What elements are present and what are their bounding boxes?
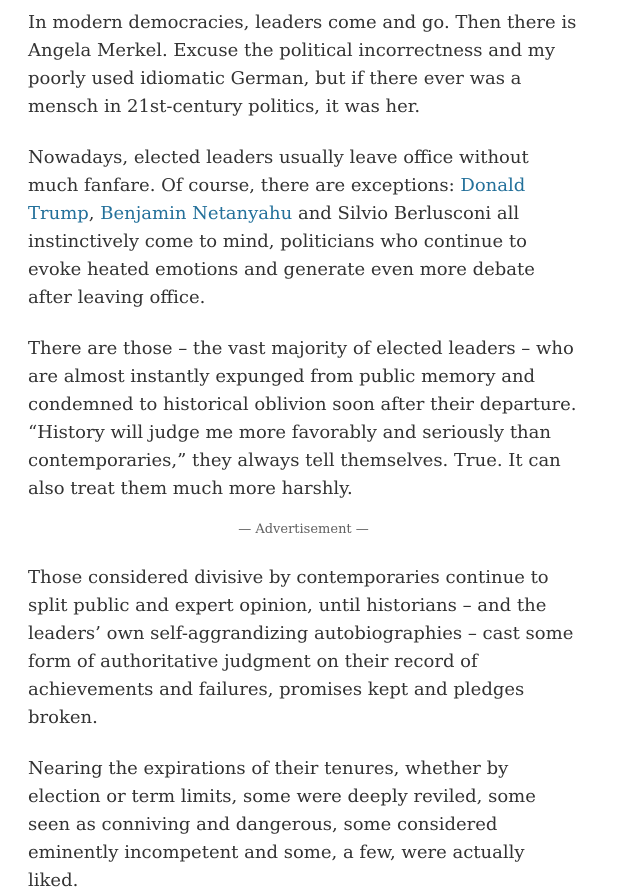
paragraph-5 — [28, 755, 579, 895]
paragraph-2 — [28, 144, 579, 312]
paragraph-1 — [28, 9, 579, 121]
link-donald-trump[interactable]: Donald Trump — [28, 175, 526, 224]
text-segment: , — [88, 203, 101, 224]
link-benjamin-netanyahu[interactable]: Benjamin Netanyahu — [100, 203, 293, 224]
paragraph-4 — [28, 564, 579, 732]
text-segment: Nearing the expirations of their tenures, whether by election or term limits, some were deeply reviled, some seen as conniving and dangerous, some considered eminently incompetent and some, a few, were actually liked. — [28, 758, 536, 891]
text-segment: In modern democracies, leaders come and go. Then there is Angela Merkel. Excuse the political incorrectness and my poorly used idiomatic German, but if there ever was a mensch in 21st-century politics, it was her. — [28, 12, 577, 117]
paragraph-3 — [28, 335, 579, 503]
text-segment: and Silvio Berlusconi all instinctively come to mind, politicians who continue to evoke heated emotions and generate even more debate after leaving office. — [28, 203, 535, 308]
text-segment: Nowadays, elected leaders usually leave office without much fanfare. Of course, there are exceptions: — [28, 147, 529, 196]
advertisement-label: — Advertisement — — [238, 522, 369, 537]
text-segment: There are those – the vast majority of elected leaders – who are almost instantly expunged from public memory and condemned to historical oblivion soon after their departure. “History will judge me more favorably and seriously than contemporaries,” they always tell themselves. True. It can also treat them much more harshly. — [28, 338, 577, 499]
text-segment: Those considered divisive by contemporaries continue to split public and expert opinion, until historians – and the leaders’ own self-aggrandizing autobiographies – cast some form of authoritative judgment on their record of achievements and failures, promises kept and pledges broken. — [28, 567, 574, 728]
